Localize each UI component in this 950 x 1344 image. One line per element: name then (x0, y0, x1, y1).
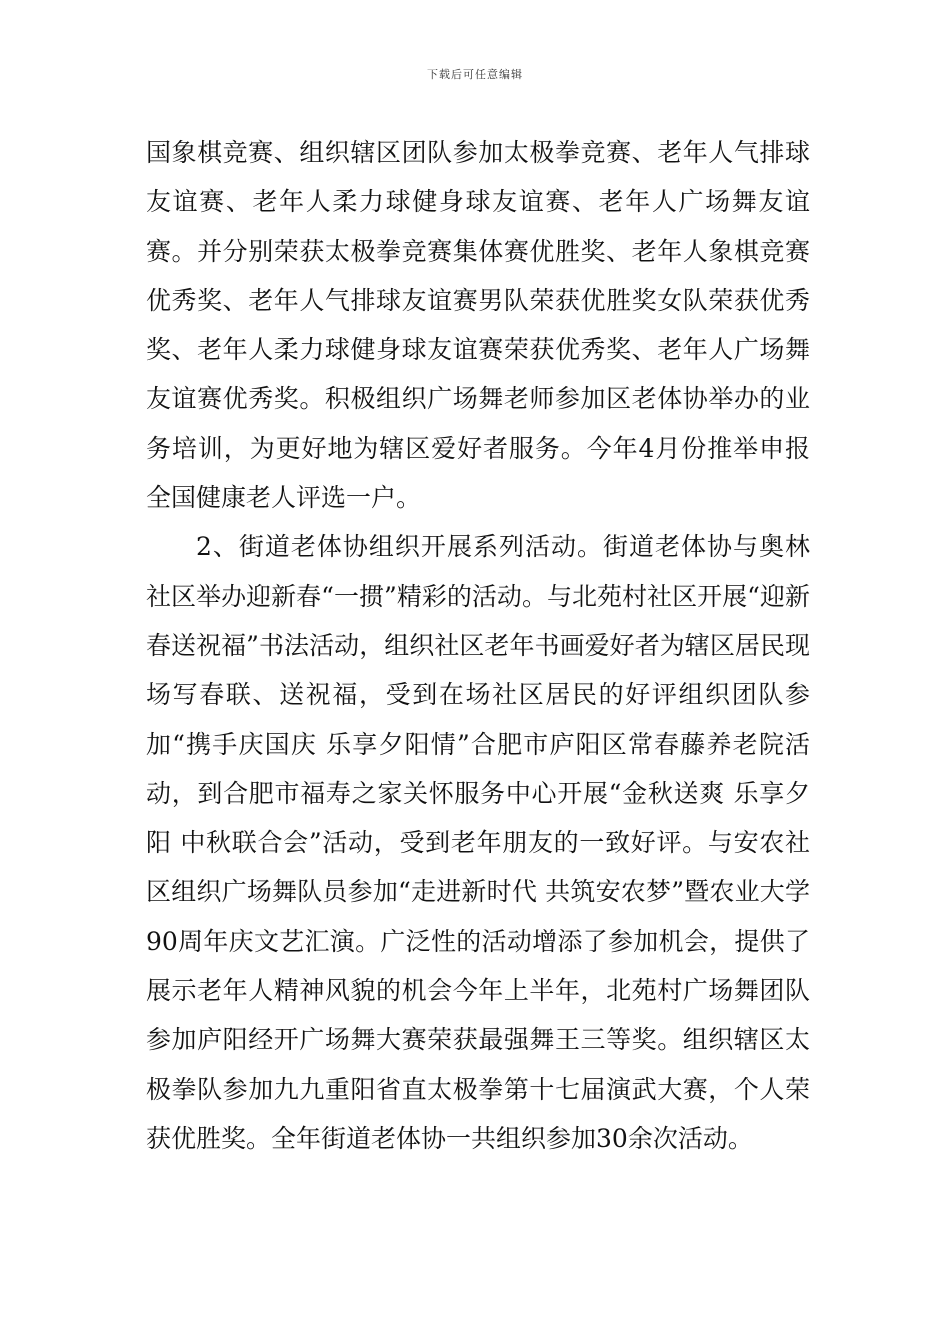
body-paragraph-1: 国象棋竞赛、组织辖区团队参加太极拳竞赛、老年人气排球友谊赛、老年人柔力球健身球友谊赛、老年人广场舞友谊赛。并分别荣获太极拳竞赛集体赛优胜奖、老年人象棋竞赛优秀奖、老年人气排球友谊赛男队荣获优胜奖女队荣获优秀奖、老年人柔力球健身球友谊赛荣获优秀奖、老年人广场舞友谊赛优秀奖。积极组织广场舞老师参加区老体协举办的业务培训，为更好地为辖区爱好者服务。今年4月份推举申报全国健康老人评选一户。 (146, 138, 810, 513)
body-paragraph-2: 2、街道老体协组织开展系列活动。街道老体协与奥林社区举办迎新春“一掼”精彩的活动。与北苑村社区开展“迎新春送祝福”书法活动，组织社区老年书画爱好者为辖区居民现场写春联、送祝福，受到在场社区居民的好评组织团队参加“携手庆国庆 乐享夕阳情”合肥市庐阳区常春藤养老院活动，到合肥市福寿之家关怀服务中心开展“金秋送爽 乐享夕阳 中秋联合会”活动，受到老年朋友的一致好评。与安农社区组织广场舞队员参加“走进新时代 共筑安农梦”暨农业大学90周年庆文艺汇演。广泛性的活动增添了参加机会，提供了展示老年人精神风貌的机会今年上半年，北苑村广场舞团队参加庐阳经开广场舞大赛荣获最强舞王三等奖。组织辖区太极拳队参加九九重阳省直太极拳第十七届演武大赛，个人荣获优胜奖。全年街道老体协一共组织参加30余次活动。 (146, 532, 810, 1153)
document-body (146, 128, 810, 1163)
page-header-note: 下载后可任意编辑 (427, 68, 523, 81)
